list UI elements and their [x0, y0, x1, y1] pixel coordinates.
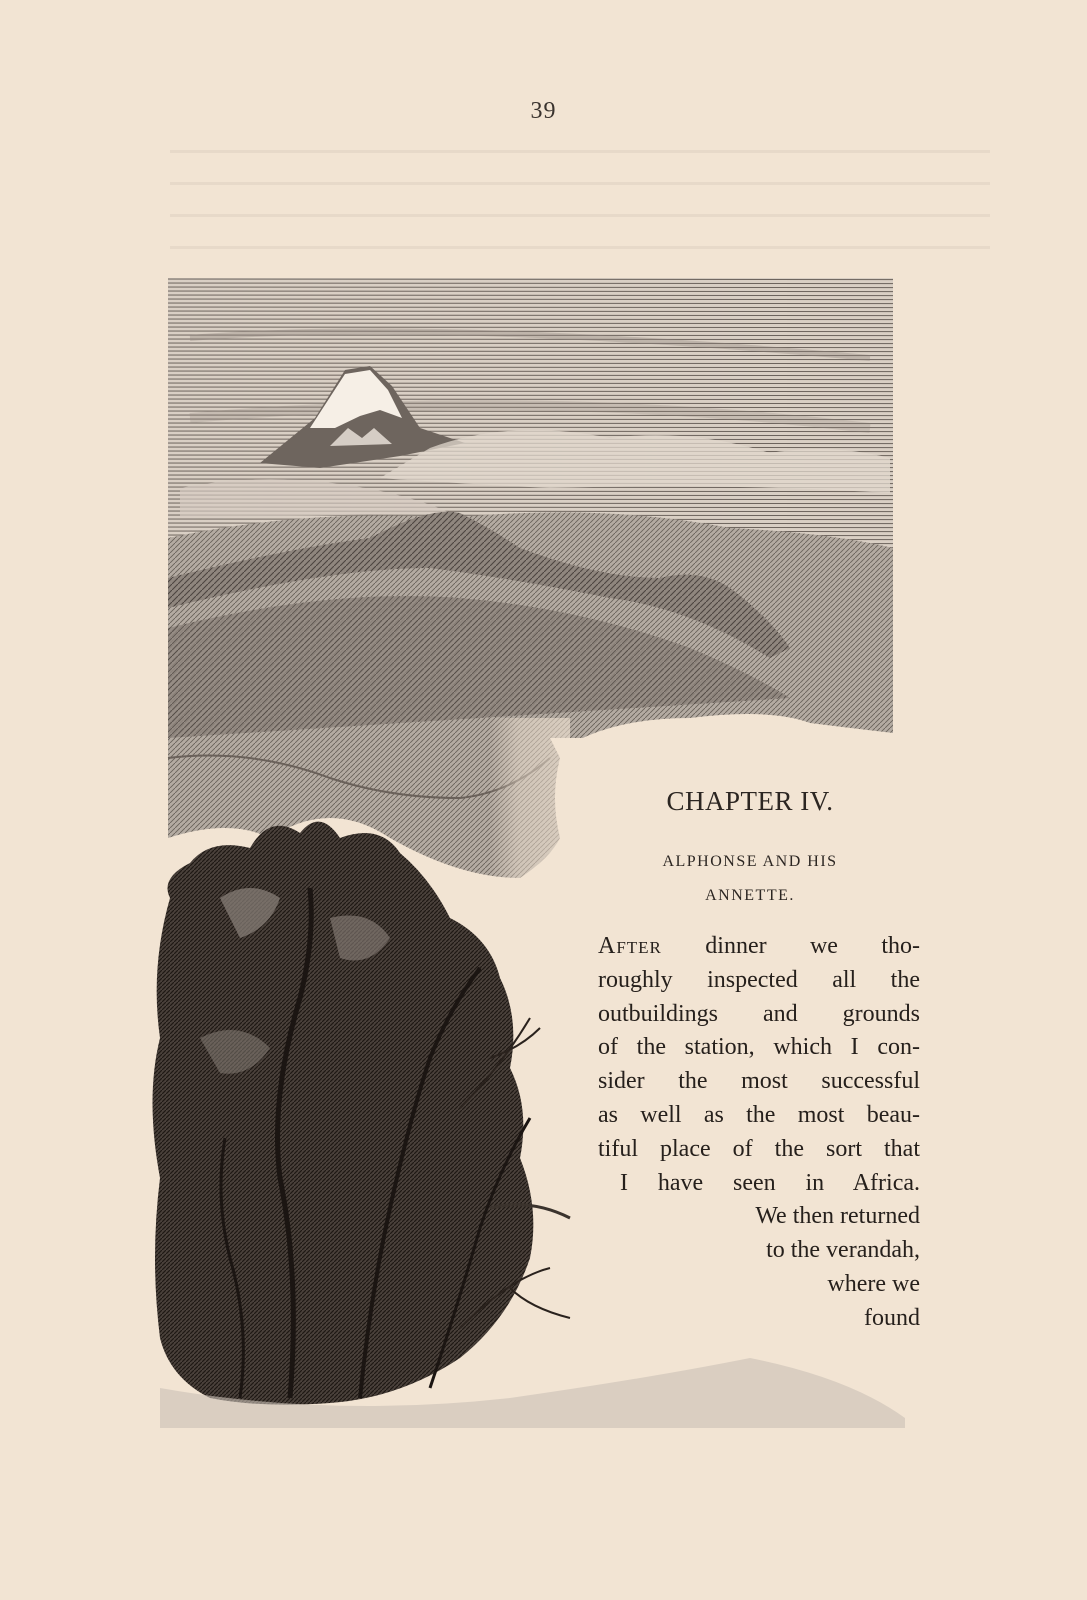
chapter-subtitle: [600, 845, 900, 913]
text-line-8: I have seen in Africa.: [620, 1169, 920, 1196]
text-line-4: of the station, which I con-: [598, 1034, 920, 1061]
body-paragraph: [598, 930, 920, 1336]
page-number: 39: [530, 98, 557, 124]
text-line-1-rest: dinner we tho-: [661, 933, 920, 959]
text-line-2: roughly inspected all the: [598, 966, 920, 993]
text-line-3: outbuildings and grounds: [598, 1000, 920, 1027]
lead-word: After: [598, 933, 662, 959]
chapter-subtitle-line-1: ALPHONSE AND HIS: [662, 853, 838, 870]
text-line-7: tiful place of the sort that: [598, 1135, 920, 1162]
text-line-12: found: [864, 1304, 920, 1331]
chapter-subtitle-line-2: ANNETTE.: [705, 887, 795, 904]
text-line-10: to the verandah,: [766, 1237, 920, 1264]
text-line-6: as well as the most beau-: [598, 1101, 920, 1128]
text-line-11: where we: [827, 1270, 920, 1297]
text-line-9: We then returned: [755, 1203, 920, 1230]
chapter-title: CHAPTER IV.: [666, 786, 834, 816]
text-line-5: sider the most successful: [598, 1068, 920, 1095]
text-line-1: [598, 930, 920, 964]
show-through-text: [170, 150, 990, 270]
